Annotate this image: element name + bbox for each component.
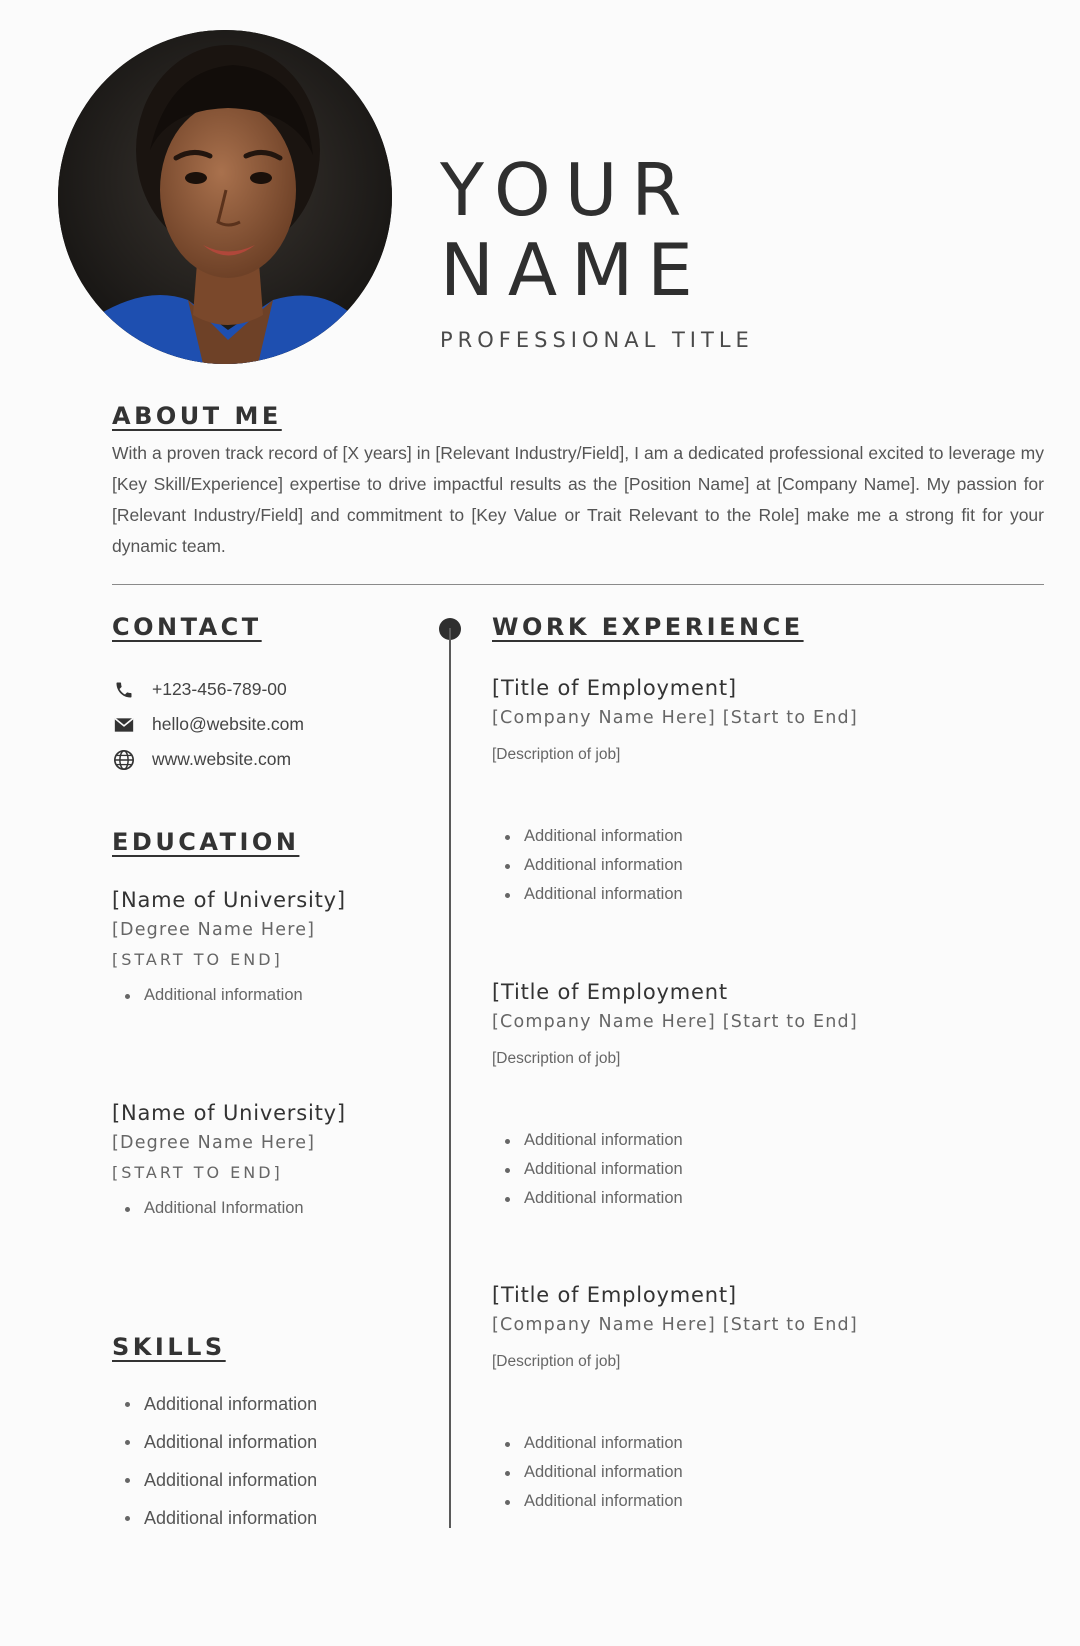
contact-email	[112, 707, 304, 742]
university-name: [Name of University]	[112, 1101, 346, 1125]
list-item: Additional information	[112, 1461, 317, 1499]
name-second-line: NAME	[440, 228, 707, 312]
degree-name: [Degree Name Here]	[112, 1133, 316, 1153]
company-and-dates: [Company Name Here] [Start to End]	[492, 1315, 858, 1335]
about-heading: ABOUT ME	[112, 402, 282, 430]
list-item: Additional information	[112, 1499, 317, 1537]
work-bullets	[492, 822, 858, 909]
job-description: [Description of job]	[492, 1353, 621, 1370]
work-bullets	[492, 1126, 858, 1213]
list-item: Additional information	[492, 1155, 858, 1184]
about-text: With a proven track record of [X years] in [Relevant Industry/Field], I am a dedicated professional excited to leverage my [Key Skill/Experience] expertise to drive impactful results as the [Position Name] at [Company Name]. My passion for [Relevant Industry/Field] and commitment to [Key Value or Trait Relevant to the Role] make me a strong fit for your dynamic team.	[112, 443, 1044, 556]
list-item: Additional information	[492, 880, 858, 909]
list-item: Additional information	[492, 1429, 858, 1458]
list-item: Additional information	[492, 1487, 858, 1516]
work-heading: WORK EXPERIENCE	[492, 613, 804, 641]
contact-heading: CONTACT	[112, 613, 262, 641]
contact-email-text[interactable]: hello@website.com	[152, 714, 304, 734]
work-entry	[492, 980, 858, 1213]
globe-icon	[112, 748, 136, 772]
professional-title: PROFESSIONAL TITLE	[440, 328, 754, 352]
job-title: [Title of Employment]	[492, 1283, 737, 1307]
skills-heading: SKILLS	[112, 1333, 226, 1361]
degree-name: [Degree Name Here]	[112, 920, 316, 940]
education-entry	[112, 1101, 346, 1223]
education-bullets	[112, 1194, 346, 1223]
name-block	[440, 150, 754, 352]
education-dates: [START TO END]	[112, 950, 283, 969]
mail-icon	[112, 713, 136, 737]
contact-list	[112, 672, 304, 777]
name-first-line: YOUR	[440, 148, 696, 232]
company-and-dates: [Company Name Here] [Start to End]	[492, 1012, 858, 1032]
education-entry	[112, 888, 346, 1010]
list-item: Additional information	[112, 981, 346, 1010]
profile-photo	[58, 30, 392, 364]
work-bullets	[492, 1429, 858, 1516]
list-item: Additional information	[492, 1458, 858, 1487]
education-dates: [START TO END]	[112, 1163, 283, 1182]
education-bullets	[112, 981, 346, 1010]
phone-icon	[112, 678, 136, 702]
section-divider	[112, 584, 1044, 585]
portrait-illustration	[58, 30, 392, 364]
education-heading: EDUCATION	[112, 828, 300, 856]
job-description: [Description of job]	[492, 746, 621, 763]
list-item: Additional information	[492, 1184, 858, 1213]
list-item: Additional information	[492, 851, 858, 880]
company-and-dates: [Company Name Here] [Start to End]	[492, 708, 858, 728]
timeline-line	[449, 628, 451, 1528]
list-item: Additional Information	[112, 1194, 346, 1223]
job-title: [Title of Employment]	[492, 676, 737, 700]
university-name: [Name of University]	[112, 888, 346, 912]
contact-website	[112, 742, 304, 777]
job-description: [Description of job]	[492, 1050, 621, 1067]
contact-phone	[112, 672, 304, 707]
work-entry	[492, 1283, 858, 1516]
skills-list	[112, 1385, 317, 1537]
contact-phone-text[interactable]: +123-456-789-00	[152, 679, 287, 699]
contact-website-text[interactable]: www.website.com	[152, 749, 292, 769]
work-entry	[492, 676, 858, 909]
list-item: Additional information	[492, 1126, 858, 1155]
job-title: [Title of Employment	[492, 980, 728, 1004]
list-item: Additional information	[112, 1423, 317, 1461]
list-item: Additional information	[112, 1385, 317, 1423]
list-item: Additional information	[492, 822, 858, 851]
